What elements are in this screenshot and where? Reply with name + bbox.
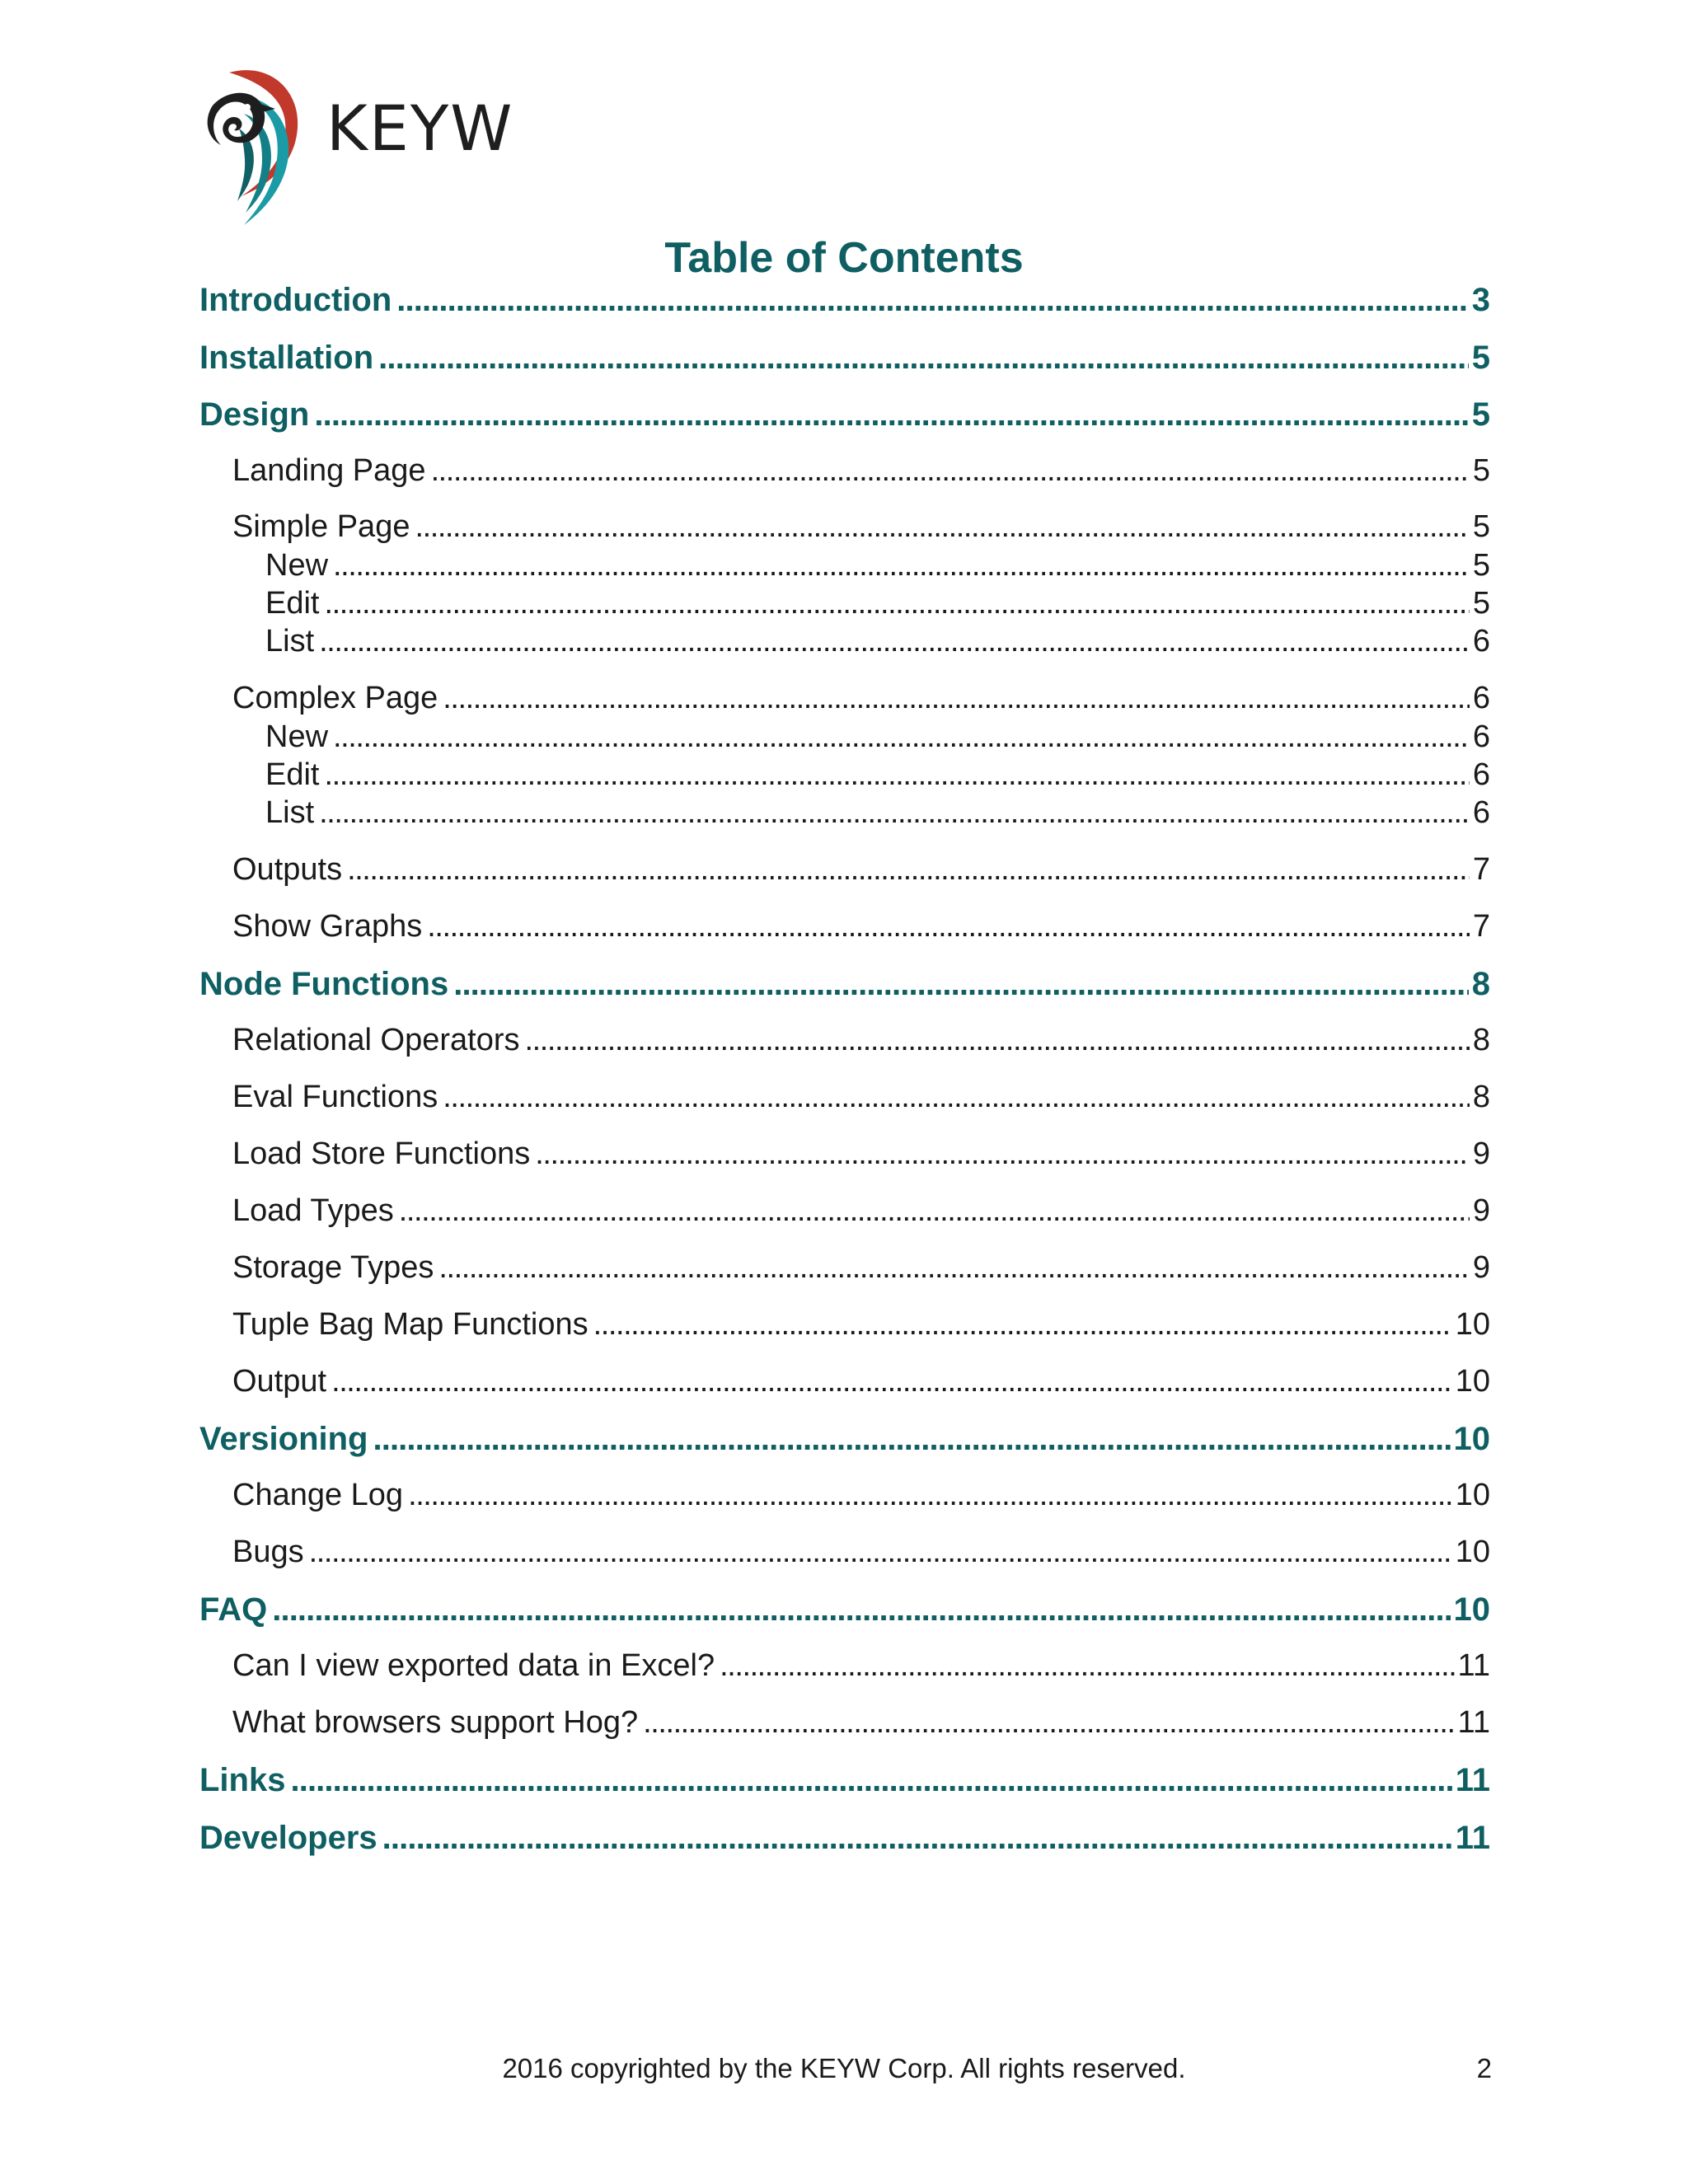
toc-entry-label: What browsers support Hog? — [232, 1705, 639, 1740]
toc-dot-leader — [396, 284, 1468, 316]
toc-dot-leader — [415, 511, 1469, 542]
toc-dot-leader — [443, 1081, 1470, 1113]
toc-entry-label: Outputs — [232, 852, 343, 887]
toc-entry-label: Node Functions — [199, 966, 449, 1002]
toc-entry-label: Introduction — [199, 282, 392, 318]
toc-entry-label: Links — [199, 1762, 286, 1798]
toc-entry[interactable] — [232, 1366, 1490, 1397]
toc-entry-page-number: 6 — [1472, 719, 1490, 754]
toc-dot-leader — [290, 1764, 1451, 1797]
toc-entry-label: Storage Types — [232, 1250, 434, 1285]
toc-entry-label: Eval Functions — [232, 1080, 438, 1114]
toc-entry-label: Developers — [199, 1820, 377, 1856]
toc-entry-page-number: 6 — [1472, 795, 1490, 830]
toc-entry-label: Load Types — [232, 1193, 394, 1228]
toc-entry-page-number: 9 — [1472, 1250, 1490, 1285]
toc-entry[interactable] — [232, 1081, 1490, 1113]
toc-entry-page-number: 11 — [1457, 1648, 1490, 1683]
toc-entry-label: Output — [232, 1364, 327, 1399]
toc-entry-page-number: 5 — [1471, 396, 1490, 433]
toc-entry-label: List — [265, 624, 315, 658]
toc-dot-leader — [333, 550, 1470, 581]
toc-entry-page-number: 8 — [1472, 1023, 1490, 1057]
toc-entry-page-number: 10 — [1455, 1478, 1490, 1512]
toc-dot-leader — [453, 968, 1469, 1001]
toc-entry[interactable] — [232, 1650, 1490, 1681]
toc-entry-label: Complex Page — [232, 681, 438, 715]
toc-entry-page-number: 11 — [1457, 1705, 1490, 1740]
toc-entry-page-number: 6 — [1472, 757, 1490, 792]
toc-entry[interactable] — [199, 284, 1490, 316]
toc-entry-page-number: 8 — [1471, 966, 1490, 1002]
toc-entry[interactable] — [232, 1479, 1490, 1511]
toc-entry-label: FAQ — [199, 1591, 268, 1628]
toc-dot-leader — [643, 1707, 1454, 1738]
toc-dot-leader — [314, 398, 1468, 431]
toc-entry-label: New — [265, 548, 329, 583]
toc-dot-leader — [438, 1252, 1470, 1283]
footer-page-number: 2 — [1476, 2053, 1492, 2083]
toc-entry-page-number: 5 — [1472, 548, 1490, 583]
toc-entry-page-number: 7 — [1472, 852, 1490, 887]
toc-entry-label: Design — [199, 396, 310, 433]
toc-dot-leader — [427, 911, 1470, 942]
toc-entry-label: List — [265, 795, 315, 830]
toc-entry[interactable] — [265, 550, 1490, 581]
toc-entry[interactable] — [199, 1821, 1490, 1854]
toc-dot-leader — [431, 455, 1470, 486]
toc-entry[interactable] — [232, 1536, 1490, 1568]
toc-entry-label: Relational Operators — [232, 1023, 520, 1057]
toc-entry-page-number: 11 — [1455, 1762, 1490, 1798]
toc-entry-page-number: 11 — [1455, 1820, 1490, 1856]
toc-entry[interactable] — [232, 1024, 1490, 1056]
toc-dot-leader — [378, 341, 1469, 374]
toc-entry-label: Landing Page — [232, 453, 426, 488]
toc-dot-leader — [399, 1195, 1470, 1226]
toc-entry[interactable] — [232, 1309, 1490, 1340]
toc-entry[interactable] — [265, 721, 1490, 752]
toc-entry[interactable] — [232, 511, 1490, 542]
toc-entry[interactable] — [265, 588, 1490, 619]
toc-entry-page-number: 3 — [1471, 282, 1490, 318]
toc-entry-label: Edit — [265, 586, 320, 621]
toc-entry-page-number: 6 — [1472, 681, 1490, 715]
toc-dot-leader — [272, 1593, 1450, 1626]
toc-entry-label: Installation — [199, 340, 374, 376]
toc-entry-label: Show Graphs — [232, 909, 423, 944]
toc-dot-leader — [593, 1309, 1452, 1340]
toc-entry-page-number: 10 — [1455, 1307, 1490, 1342]
toc-entry-page-number: 10 — [1455, 1535, 1490, 1569]
toc-entry-page-number: 5 — [1472, 586, 1490, 621]
page-title: Table of Contents — [664, 234, 1024, 282]
toc-entry[interactable] — [199, 398, 1490, 431]
toc-entry-label: Edit — [265, 757, 320, 792]
toc-entry[interactable] — [199, 968, 1490, 1001]
toc-dot-leader — [408, 1479, 1452, 1511]
toc-entry[interactable] — [232, 455, 1490, 486]
toc-dot-leader — [525, 1024, 1470, 1056]
toc-entry-page-number: 10 — [1453, 1421, 1490, 1457]
toc-dot-leader — [324, 588, 1469, 619]
toc-entry[interactable] — [232, 1707, 1490, 1738]
toc-dot-leader — [535, 1138, 1470, 1169]
toc-entry[interactable] — [232, 911, 1490, 942]
footer-copyright: 2016 copyrighted by the KEYW Corp. All rights reserved. — [502, 2053, 1186, 2083]
toc-entry-page-number: 5 — [1472, 453, 1490, 488]
toc-entry-label: New — [265, 719, 329, 754]
toc-entry-page-number: 6 — [1472, 624, 1490, 658]
toc-dot-leader — [331, 1366, 1452, 1397]
toc-entry[interactable] — [199, 1422, 1490, 1455]
toc-dot-leader — [347, 854, 1470, 885]
toc-entry[interactable] — [265, 626, 1490, 657]
toc-dot-leader — [720, 1650, 1454, 1681]
toc-entry-page-number: 8 — [1472, 1080, 1490, 1114]
toc-entry-page-number: 9 — [1472, 1137, 1490, 1171]
toc-dot-leader — [324, 759, 1469, 790]
toc-entry-page-number: 5 — [1471, 340, 1490, 376]
toc-entry-page-number: 5 — [1472, 509, 1490, 544]
toc-dot-leader — [319, 626, 1470, 657]
toc-entry[interactable] — [232, 1252, 1490, 1283]
toc-entry[interactable] — [199, 1764, 1490, 1797]
toc-entry-page-number: 9 — [1472, 1193, 1490, 1228]
toc-entry-label: Simple Page — [232, 509, 410, 544]
toc-entry-label: Versioning — [199, 1421, 368, 1457]
toc-entry[interactable] — [232, 1138, 1490, 1169]
toc-entry-page-number: 10 — [1455, 1364, 1490, 1399]
toc-entry-label: Change Log — [232, 1478, 404, 1512]
toc-entry-label: Tuple Bag Map Functions — [232, 1307, 588, 1342]
toc-entry[interactable] — [265, 759, 1490, 790]
toc-entry[interactable] — [199, 1593, 1490, 1626]
toc-dot-leader — [319, 797, 1470, 828]
toc-dot-leader — [309, 1536, 1452, 1568]
toc-dot-leader — [333, 721, 1470, 752]
toc-entry[interactable] — [265, 797, 1490, 828]
toc-entry[interactable] — [199, 341, 1490, 374]
toc-entry[interactable] — [232, 1195, 1490, 1226]
toc-dot-leader — [373, 1422, 1451, 1455]
toc-entry-label: Can I view exported data in Excel? — [232, 1648, 715, 1683]
toc-dot-leader — [443, 682, 1470, 714]
toc-entry[interactable] — [232, 682, 1490, 714]
toc-entry[interactable] — [232, 854, 1490, 885]
toc-dot-leader — [382, 1821, 1452, 1854]
toc-entry-label: Bugs — [232, 1535, 304, 1569]
toc-entry-page-number: 7 — [1472, 909, 1490, 944]
toc-entry-page-number: 10 — [1453, 1591, 1490, 1628]
toc-entry-label: Load Store Functions — [232, 1137, 531, 1171]
table-of-contents — [199, 0, 1490, 2184]
keyw-wordmark: KEYW — [326, 91, 514, 165]
